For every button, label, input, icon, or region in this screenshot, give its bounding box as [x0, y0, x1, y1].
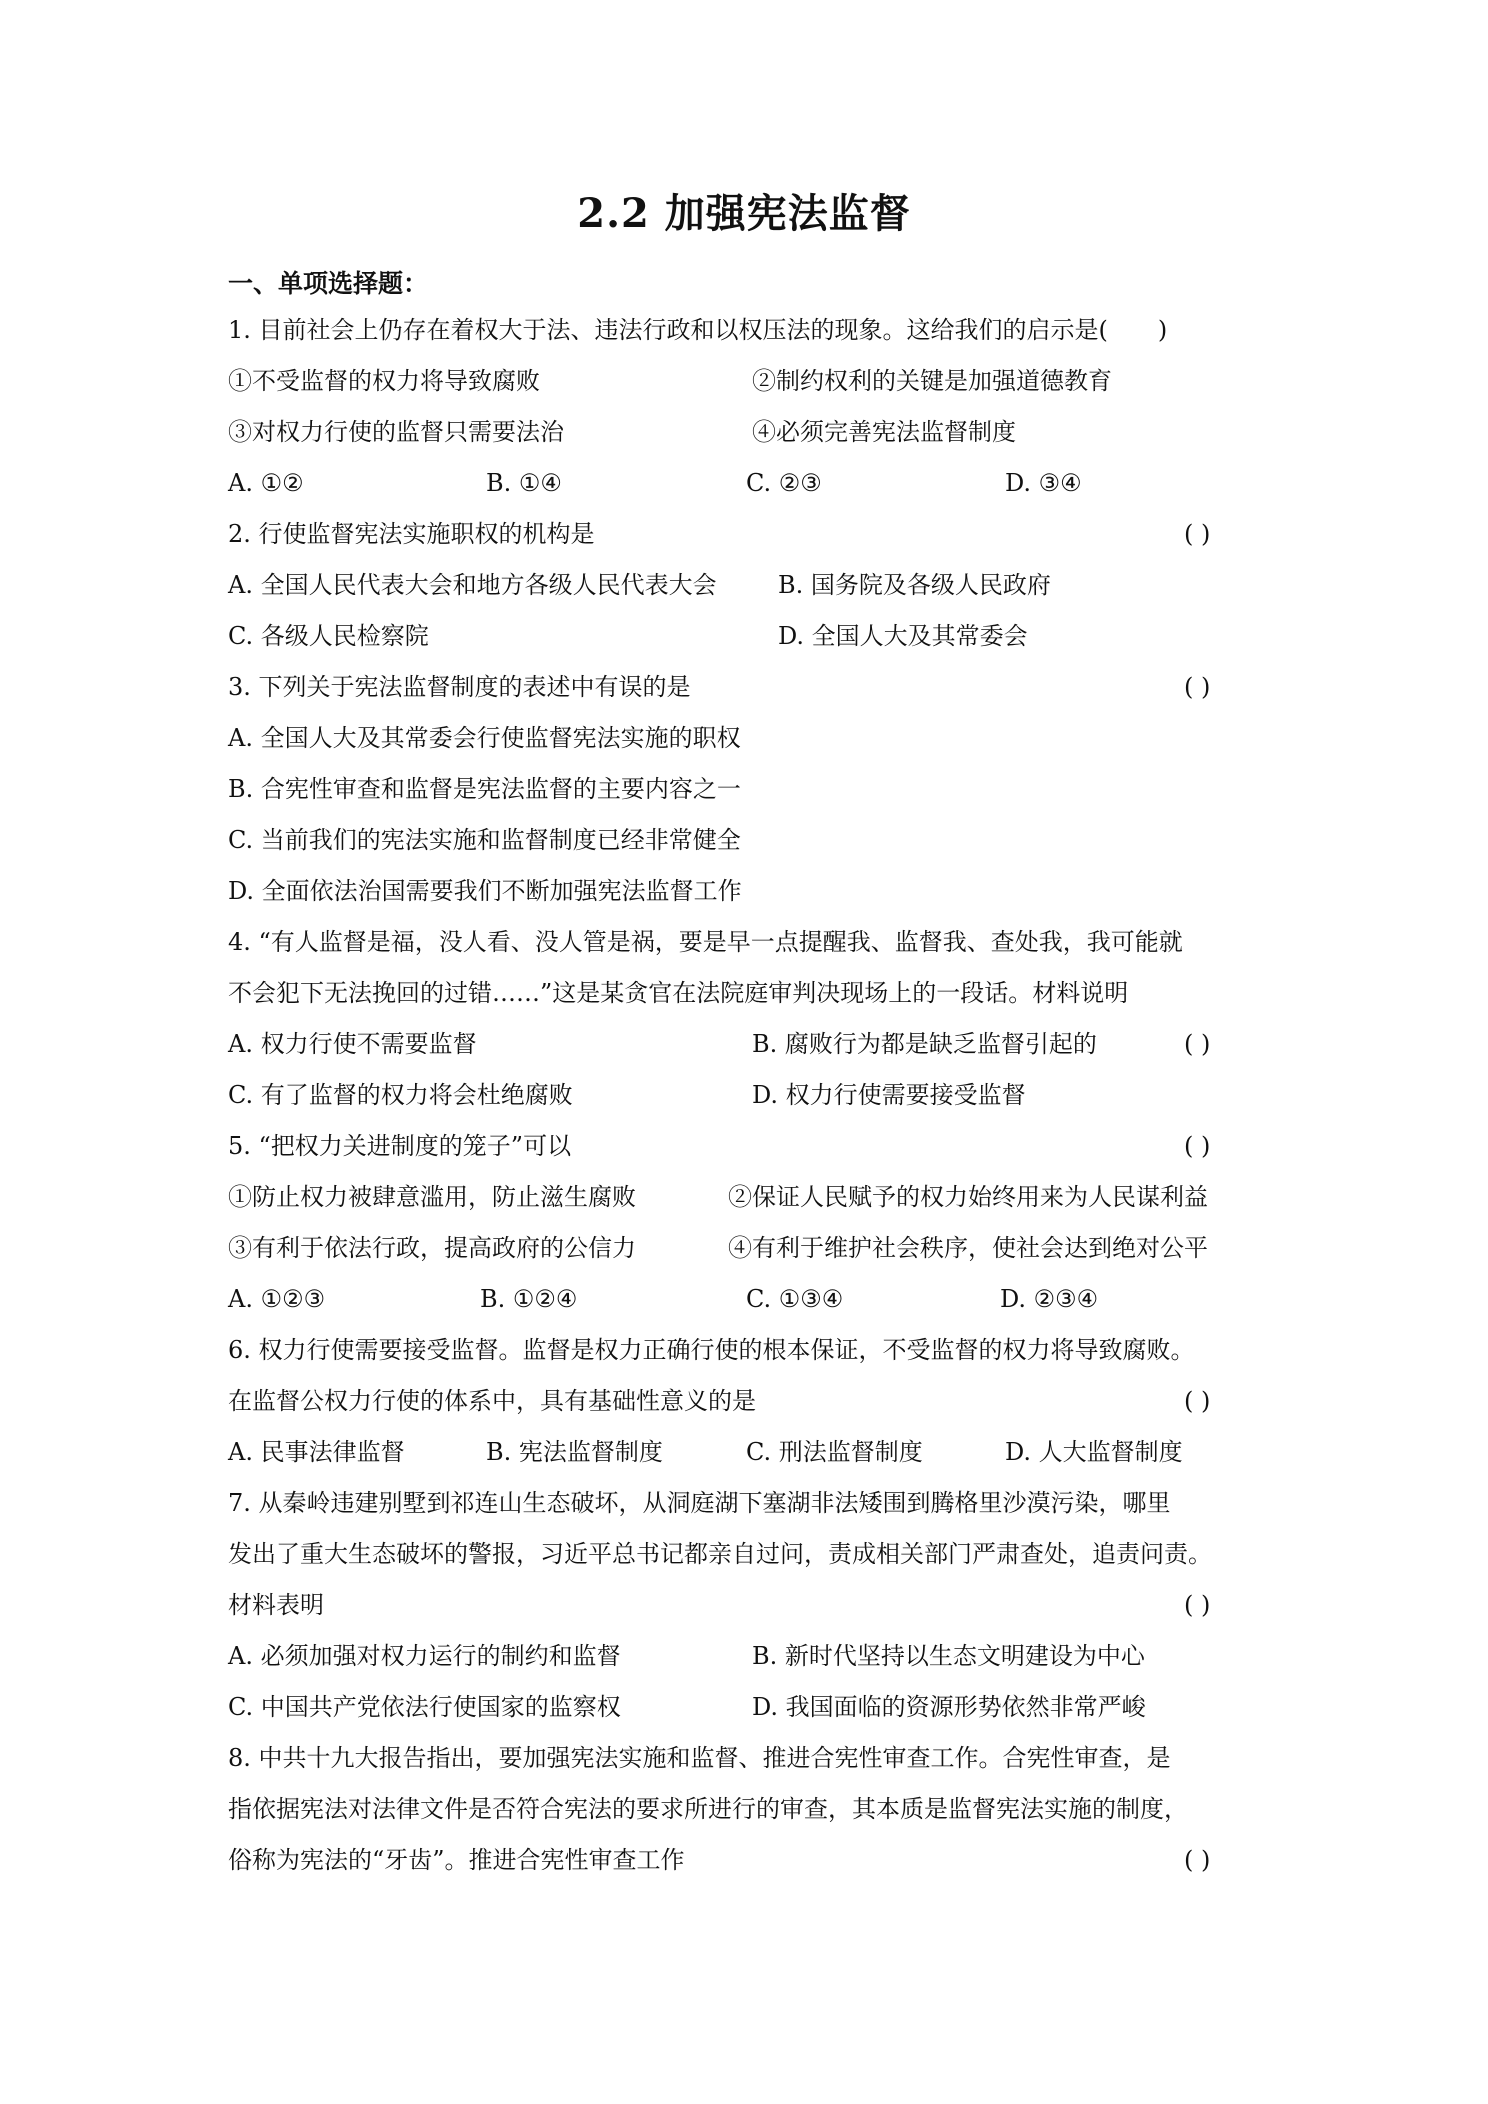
q7-stem-line-1: 7. 从秦岭违建别墅到祁连山生态破坏，从洞庭湖下塞湖非法矮围到腾格里沙漠污染，哪里 [228, 1489, 1171, 1517]
q7-stem-line-3: 材料表明 [228, 1591, 324, 1619]
q6-option-c: C. 刑法监督制度 [746, 1438, 923, 1466]
q1-option-d: D. ③④ [1005, 469, 1082, 497]
q8-answer-parens: ( ) [1184, 1846, 1211, 1874]
q2-answer-parens: ( ) [1184, 520, 1211, 548]
q4-stem-line-1: 4. “有人监督是福，没人看、没人管是祸，要是早一点提醒我、监督我、查处我，我可能就 [228, 928, 1183, 956]
q1-stem [228, 313, 1167, 347]
q2-option-a: A. 全国人民代表大会和地方各级人民代表大会 [228, 571, 717, 599]
section-heading: 一、单项选择题： [228, 269, 429, 298]
q7-option-c: C. 中国共产党依法行使国家的监察权 [228, 1693, 621, 1721]
q5-option-c: C. ①③④ [746, 1285, 844, 1313]
q5-option-d: D. ②③④ [1000, 1285, 1099, 1313]
q7-option-d: D. 我国面临的资源形势依然非常严峻 [752, 1693, 1146, 1721]
page-title: 2.2 加强宪法监督 [577, 190, 911, 237]
q4-answer-parens: ( ) [1184, 1030, 1211, 1058]
q6-option-b: B. 宪法监督制度 [486, 1438, 663, 1466]
q4-stem-line-2: 不会犯下无法挽回的过错……”这是某贪官在法院庭审判决现场上的一段话。材料说明 [228, 979, 1129, 1007]
q2-option-c: C. 各级人民检察院 [228, 622, 429, 650]
q5-statement-4: ④有利于维护社会秩序，使社会达到绝对公平 [728, 1234, 1208, 1262]
q6-option-a: A. 民事法律监督 [228, 1438, 405, 1466]
q5-stem: 5. “把权力关进制度的笼子”可以 [228, 1132, 572, 1160]
q1-stem-text: 1. 目前社会上仍存在着权大于法、违法行政和以权压法的现象。这给我们的启示是( [228, 316, 1108, 344]
q1-option-a: A. ①② [228, 469, 304, 497]
q4-option-d: D. 权力行使需要接受监督 [752, 1081, 1026, 1109]
q4-option-a: A. 权力行使不需要监督 [228, 1030, 477, 1058]
q7-option-b: B. 新时代坚持以生态文明建设为中心 [752, 1642, 1145, 1670]
q4-option-b: B. 腐败行为都是缺乏监督引起的 [752, 1030, 1097, 1058]
q3-option-a: A. 全国人大及其常委会行使监督宪法实施的职权 [228, 724, 741, 752]
q5-option-b: B. ①②④ [480, 1285, 578, 1313]
q8-stem-line-3: 俗称为宪法的“牙齿”。推进合宪性审查工作 [228, 1846, 685, 1874]
q8-stem-line-2: 指依据宪法对法律文件是否符合宪法的要求所进行的审查，其本质是监督宪法实施的制度， [228, 1795, 1188, 1823]
q2-stem: 2. 行使监督宪法实施职权的机构是 [228, 520, 595, 548]
q3-option-b: B. 合宪性审查和监督是宪法监督的主要内容之一 [228, 775, 741, 803]
q7-option-a: A. 必须加强对权力运行的制约和监督 [228, 1642, 621, 1670]
q1-statement-2: ②制约权利的关键是加强道德教育 [752, 367, 1112, 395]
q3-stem: 3. 下列关于宪法监督制度的表述中有误的是 [228, 673, 691, 701]
q5-answer-parens: ( ) [1184, 1132, 1211, 1160]
q5-option-a: A. ①②③ [228, 1285, 326, 1313]
q3-answer-parens: ( ) [1184, 673, 1211, 701]
q6-stem-line-1: 6. 权力行使需要接受监督。监督是权力正确行使的根本保证，不受监督的权力将导致腐败。 [228, 1336, 1195, 1364]
q3-option-c: C. 当前我们的宪法实施和监督制度已经非常健全 [228, 826, 741, 854]
q6-stem-line-2: 在监督公权力行使的体系中，具有基础性意义的是 [228, 1387, 756, 1415]
q2-option-b: B. 国务院及各级人民政府 [778, 571, 1051, 599]
q5-statement-1: ①防止权力被肆意滥用，防止滋生腐败 [228, 1183, 636, 1211]
q1-statement-4: ④必须完善宪法监督制度 [752, 418, 1016, 446]
q1-option-c: C. ②③ [746, 469, 822, 497]
q6-option-d: D. 人大监督制度 [1005, 1438, 1183, 1466]
q7-answer-parens: ( ) [1184, 1591, 1211, 1619]
q2-option-d: D. 全国人大及其常委会 [778, 622, 1028, 650]
q5-statement-3: ③有利于依法行政，提高政府的公信力 [228, 1234, 636, 1262]
q1-statement-3: ③对权力行使的监督只需要法治 [228, 418, 564, 446]
q7-stem-line-2: 发出了重大生态破坏的警报，习近平总书记都亲自过问，责成相关部门严肃查处，追责问责。 [228, 1540, 1212, 1568]
q6-answer-parens: ( ) [1184, 1387, 1211, 1415]
q4-option-c: C. 有了监督的权力将会杜绝腐败 [228, 1081, 573, 1109]
q3-option-d: D. 全面依法治国需要我们不断加强宪法监督工作 [228, 877, 742, 905]
q8-stem-line-1: 8. 中共十九大报告指出，要加强宪法实施和监督、推进合宪性审查工作。合宪性审查，是 [228, 1744, 1171, 1772]
q1-option-b: B. ①④ [486, 469, 562, 497]
q1-statement-1: ①不受监督的权力将导致腐败 [228, 367, 540, 395]
q5-statement-2: ②保证人民赋予的权力始终用来为人民谋利益 [728, 1183, 1208, 1211]
q1-stem-close: ) [1157, 316, 1168, 344]
